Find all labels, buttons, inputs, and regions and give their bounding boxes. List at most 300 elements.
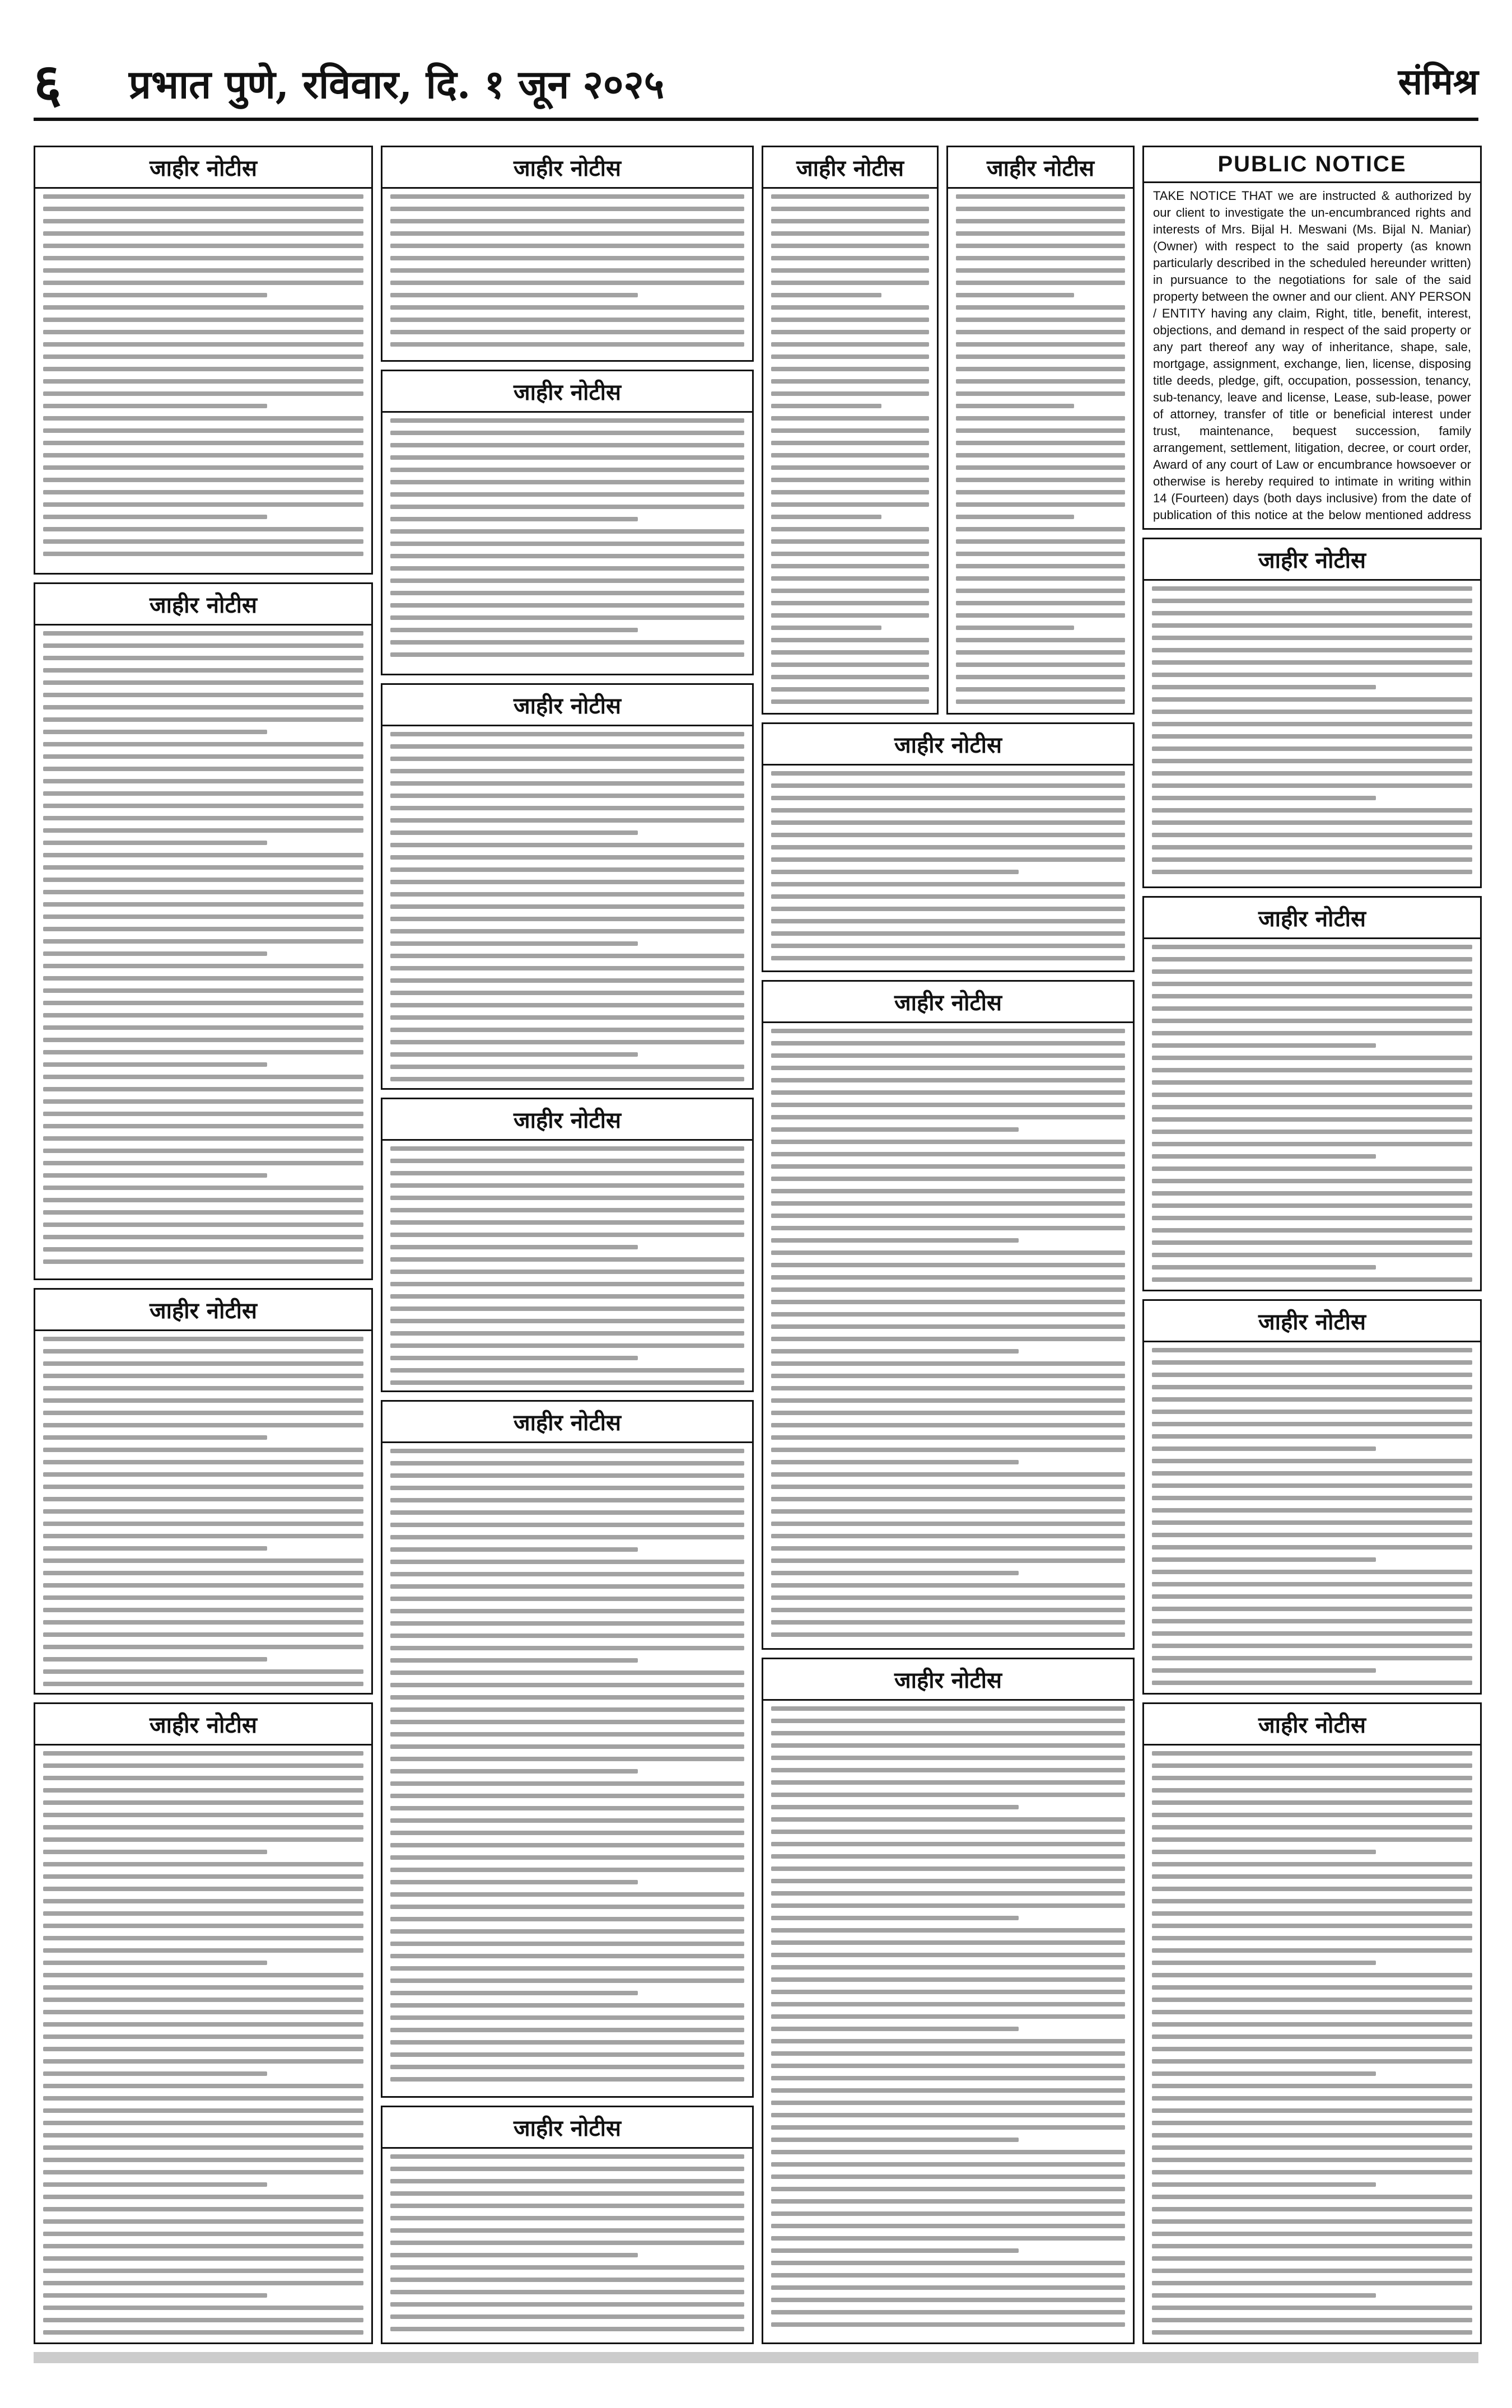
text-line [1152, 957, 1472, 962]
text-line [390, 1880, 638, 1884]
text-line [1152, 1240, 1472, 1245]
text-line [390, 529, 744, 534]
text-line [1152, 2096, 1472, 2101]
text-line [1152, 1985, 1472, 1990]
text-line [43, 1657, 267, 1662]
text-line [390, 1159, 744, 1163]
text-line [390, 207, 744, 211]
text-line [771, 1854, 1125, 1859]
text-line [1152, 1545, 1472, 1550]
text-line [771, 564, 929, 568]
text-line [43, 1874, 363, 1879]
text-line [771, 2051, 1125, 2056]
text-line [390, 1991, 638, 1995]
text-line [43, 1001, 363, 1005]
text-line [1152, 1911, 1472, 1916]
text-line [390, 1683, 744, 1687]
text-line [390, 578, 744, 583]
text-line [390, 1510, 744, 1515]
text-line [1152, 1582, 1472, 1586]
text-line [771, 1078, 1125, 1082]
text-line [43, 416, 363, 421]
text-line [43, 453, 363, 458]
text-line [390, 2265, 744, 2270]
notice-text [956, 186, 1125, 707]
text-line [43, 1825, 363, 1830]
text-line [1152, 857, 1472, 862]
text-line [390, 1781, 744, 1786]
text-line [43, 717, 363, 722]
text-line [390, 566, 744, 571]
text-line [43, 1850, 267, 1854]
text-line [390, 1535, 744, 1539]
text-line [771, 416, 929, 421]
text-line [390, 1461, 744, 1466]
notice-box [762, 146, 939, 715]
text-line [390, 867, 744, 872]
text-line [390, 1670, 744, 1675]
text-line [43, 730, 267, 734]
text-line [390, 1572, 744, 1576]
text-line [1152, 1348, 1472, 1352]
text-line [1152, 2182, 1376, 2187]
text-line [390, 1806, 744, 1810]
text-line [43, 1038, 363, 1042]
text-line [771, 1472, 1125, 1477]
text-line [956, 404, 1074, 408]
text-line [43, 1800, 363, 1805]
text-line [956, 367, 1125, 371]
text-line [390, 281, 744, 285]
text-line [771, 894, 1125, 899]
text-line [771, 808, 1125, 813]
notice-box [1142, 896, 1482, 1291]
text-line [43, 2330, 363, 2335]
text-line [390, 732, 744, 736]
text-line [43, 2034, 363, 2039]
text-line [1152, 1277, 1472, 1282]
text-line [1152, 660, 1472, 665]
text-line [771, 1743, 1125, 1748]
page-footer-rule [34, 2352, 1478, 2363]
text-line [43, 1062, 267, 1067]
text-line [390, 1695, 744, 1700]
text-line [43, 478, 363, 482]
text-line [771, 293, 881, 297]
text-line [390, 1855, 744, 1860]
text-line [771, 589, 929, 593]
text-line [43, 791, 363, 796]
text-line [390, 1449, 744, 1453]
text-line [1152, 2256, 1472, 2261]
text-line [43, 342, 363, 347]
text-line [390, 418, 744, 423]
notice-box [381, 1098, 754, 1392]
notice-heading: जाहीर नोटीस [1144, 1301, 1480, 1342]
text-line [390, 1818, 744, 1823]
text-line [43, 1448, 363, 1452]
text-line [390, 1282, 744, 1286]
text-line [390, 2179, 744, 2183]
text-line [956, 379, 1125, 384]
text-line [43, 976, 363, 981]
text-line [390, 769, 744, 773]
text-line [390, 1171, 744, 1175]
text-line [1152, 1948, 1472, 1953]
text-line [390, 830, 638, 835]
text-line [1152, 1837, 1472, 1842]
text-line [1152, 1031, 1472, 1035]
text-line [956, 207, 1125, 211]
text-line [43, 1645, 363, 1649]
text-line [771, 2088, 1125, 2093]
text-line [43, 865, 363, 870]
text-line [771, 441, 929, 445]
text-line [43, 1087, 363, 1091]
text-line [390, 542, 744, 546]
text-line [1152, 1862, 1472, 1866]
text-line [1152, 994, 1472, 998]
text-line [43, 244, 363, 248]
text-line [390, 954, 744, 958]
text-line [1152, 1422, 1472, 1426]
text-line [43, 2269, 363, 2273]
text-line [956, 675, 1125, 679]
text-line [390, 268, 744, 273]
text-line [43, 1435, 267, 1440]
text-line [390, 1954, 744, 1958]
text-line [390, 1473, 744, 1478]
notice-box [34, 1702, 373, 2344]
text-line [956, 416, 1125, 421]
text-line [43, 1050, 363, 1054]
text-line [390, 1270, 744, 1274]
text-line [390, 2290, 744, 2294]
text-line [771, 1965, 1125, 1970]
text-line [1152, 1056, 1472, 1060]
text-line [43, 1837, 363, 1842]
text-line [43, 816, 363, 820]
text-line [43, 379, 363, 384]
text-line [1152, 1508, 1472, 1513]
text-line [1152, 685, 1376, 689]
text-line [43, 1186, 363, 1190]
text-line [771, 207, 929, 211]
public-notice-heading: PUBLIC NOTICE [1144, 147, 1480, 183]
text-line [771, 1756, 1125, 1760]
text-line [390, 1196, 744, 1200]
text-line [771, 1189, 1125, 1193]
text-line [771, 1903, 1125, 1908]
text-line [771, 2273, 1125, 2278]
text-line [956, 428, 1125, 433]
text-line [43, 1025, 363, 1030]
text-line [43, 1374, 363, 1378]
text-line [1152, 1899, 1472, 1903]
text-line [771, 1953, 1125, 1957]
text-line [390, 2216, 744, 2220]
text-line [390, 1294, 744, 1299]
text-line [43, 705, 363, 710]
text-line [1152, 1557, 1376, 1562]
text-line [1152, 1961, 1376, 1965]
text-line [771, 1817, 1125, 1822]
text-line [1152, 945, 1472, 949]
text-line [771, 1706, 1125, 1711]
text-line [956, 490, 1125, 494]
text-line [956, 244, 1125, 248]
text-line [43, 194, 363, 199]
text-line [390, 978, 744, 983]
notice-heading: जाहीर नोटीस [1144, 539, 1480, 581]
text-line [1152, 2133, 1472, 2138]
text-line [43, 2121, 363, 2125]
text-line [1152, 1936, 1472, 1940]
text-line [1152, 623, 1472, 628]
notice-box [1142, 1702, 1482, 2344]
text-line [43, 1124, 363, 1128]
text-line [1152, 710, 1472, 714]
text-line [390, 1319, 744, 1323]
text-line [43, 1222, 363, 1227]
text-line [390, 443, 744, 447]
notice-heading: जाहीर नोटीस [382, 685, 752, 726]
text-line [1152, 1043, 1376, 1048]
text-line [1152, 2232, 1472, 2236]
text-line [43, 1558, 363, 1563]
text-line [771, 379, 929, 384]
text-line [390, 1077, 744, 1081]
text-line [390, 941, 638, 946]
text-line [1152, 2195, 1472, 2199]
text-line [43, 2047, 363, 2051]
text-line [771, 613, 929, 618]
text-line [390, 2015, 744, 2020]
notice-heading: जाहीर नोटीस [1144, 898, 1480, 939]
text-line [43, 1751, 363, 1756]
notice-heading: जाहीर नोटीस [382, 371, 752, 413]
text-line [43, 631, 363, 636]
text-line [390, 1486, 744, 1490]
text-line [43, 1608, 363, 1612]
notice-text [43, 186, 363, 567]
text-line [43, 2293, 267, 2298]
text-line [43, 1361, 363, 1366]
text-line [771, 1571, 1019, 1575]
text-line [390, 1015, 744, 1020]
text-line [390, 2052, 744, 2057]
text-line [956, 305, 1125, 310]
text-line [390, 628, 638, 632]
notice-text [43, 1329, 363, 1687]
text-line [1152, 1631, 1472, 1636]
text-line [390, 843, 744, 847]
text-line [771, 1164, 1125, 1169]
text-line [1152, 1483, 1472, 1488]
text-line [956, 502, 1125, 507]
text-line [43, 1173, 267, 1178]
text-line [771, 1940, 1125, 1945]
text-line [771, 576, 929, 581]
text-line [771, 1830, 1125, 1834]
text-line [390, 2191, 744, 2196]
text-line [43, 2195, 363, 2199]
text-line [43, 2108, 363, 2113]
text-line [390, 1245, 638, 1249]
text-line [771, 2101, 1125, 2105]
text-line [43, 1398, 363, 1403]
text-line [1152, 1446, 1376, 1451]
text-line [771, 1029, 1125, 1033]
text-line [390, 1966, 744, 1971]
text-line [43, 841, 267, 845]
text-line [771, 2064, 1125, 2068]
text-line [390, 1634, 744, 1638]
text-line [1152, 1520, 1472, 1525]
text-line [956, 194, 1125, 199]
text-line [1152, 1397, 1472, 1402]
text-line [390, 1257, 744, 1262]
text-line [956, 613, 1125, 618]
text-line [43, 1763, 363, 1768]
text-line [771, 318, 929, 322]
public-notice-text [1153, 188, 1471, 522]
text-line [771, 820, 1125, 825]
text-line [1152, 969, 1472, 974]
text-line [390, 1183, 744, 1188]
notice-heading: जाहीर नोटीस [763, 1659, 1133, 1701]
text-line [956, 650, 1125, 655]
text-line [390, 904, 744, 909]
text-line [1152, 1068, 1472, 1072]
text-line [956, 662, 1125, 667]
notice-box [34, 1288, 373, 1695]
text-line [771, 2298, 1125, 2302]
text-line [390, 991, 744, 995]
text-line [1152, 1093, 1472, 1097]
text-line [43, 1485, 363, 1489]
text-line [390, 431, 744, 435]
notice-box [381, 2106, 754, 2344]
text-line [390, 744, 744, 749]
text-line [390, 1028, 744, 1032]
text-line [390, 2327, 744, 2331]
text-line [1152, 1142, 1472, 1146]
text-line [43, 1813, 363, 1817]
text-line [771, 552, 929, 556]
text-line [1152, 1681, 1472, 1685]
text-line [43, 1583, 363, 1588]
text-line [1152, 783, 1472, 788]
text-line [43, 693, 363, 697]
text-line [771, 515, 881, 519]
text-line [43, 1472, 363, 1477]
text-line [1152, 2306, 1472, 2310]
notice-box [381, 370, 754, 675]
text-line [390, 1040, 744, 1044]
text-line [390, 1356, 638, 1360]
text-line [771, 687, 929, 692]
text-line [1152, 2219, 1472, 2224]
text-line [1152, 1105, 1472, 1109]
text-line [771, 330, 929, 334]
notice-heading: जाहीर नोटीस [35, 1704, 371, 1746]
text-line [1152, 2269, 1472, 2273]
text-line [390, 244, 744, 248]
text-line [43, 2244, 363, 2248]
text-line [390, 1978, 744, 1983]
text-line [1152, 1533, 1472, 1537]
text-line [1152, 1998, 1472, 2002]
text-line [771, 1460, 1019, 1464]
text-line [1152, 1813, 1472, 1817]
text-line [390, 1892, 744, 1897]
text-line [1152, 796, 1376, 800]
notice-heading: जाहीर नोटीस [1144, 1704, 1480, 1746]
text-line [1152, 2084, 1472, 2088]
text-line [1152, 1203, 1472, 1208]
text-line [771, 1558, 1125, 1563]
text-line [771, 1374, 1125, 1378]
text-line [43, 256, 363, 260]
text-line [956, 539, 1125, 544]
text-line [43, 1386, 363, 1390]
text-line [43, 1497, 363, 1501]
text-line [390, 2204, 744, 2208]
notice-heading: जाहीर नोटीस [382, 2107, 752, 2149]
text-line [771, 833, 1125, 837]
text-line [1152, 1216, 1472, 1220]
text-line [1152, 2071, 1376, 2076]
text-line [390, 1380, 744, 1385]
text-line [1152, 734, 1472, 739]
text-line [390, 342, 744, 347]
text-line [390, 194, 744, 199]
text-line [390, 855, 744, 860]
text-line [956, 527, 1125, 531]
text-line [43, 219, 363, 223]
text-line [390, 455, 744, 460]
text-line [390, 219, 744, 223]
notice-box [1142, 1299, 1482, 1695]
text-line [43, 2318, 363, 2322]
text-line [390, 2003, 744, 2008]
text-line [771, 944, 1125, 948]
text-line [43, 939, 363, 944]
text-line [956, 219, 1125, 223]
text-line [390, 1003, 744, 1007]
text-line [390, 1609, 744, 1613]
text-line [771, 2138, 1019, 2142]
text-line [1152, 1471, 1472, 1476]
notice-text [1152, 1340, 1472, 1687]
notice-heading: जाहीर नोटीस [948, 147, 1133, 189]
text-line [43, 1337, 363, 1341]
text-line [43, 515, 267, 519]
text-line [771, 219, 929, 223]
text-line [390, 468, 744, 472]
text-line [390, 1732, 744, 1737]
text-line [1152, 982, 1472, 986]
text-line [43, 1595, 363, 1600]
text-line [390, 1220, 744, 1225]
text-line [771, 1866, 1125, 1871]
text-line [1152, 1496, 1472, 1500]
text-line [771, 870, 1019, 874]
text-line [771, 2261, 1125, 2265]
text-line [1152, 1130, 1472, 1134]
text-line [390, 1547, 638, 1552]
